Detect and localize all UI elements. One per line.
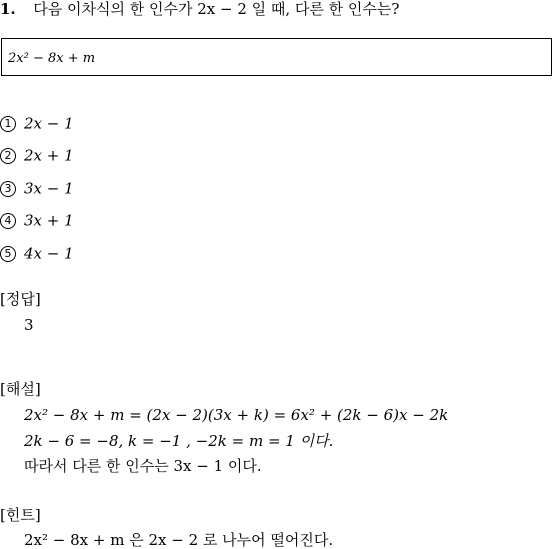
expression-box [1, 38, 552, 76]
explanation-line-2: 2k − 6 = −8, k = −1 , −2k = m = 1 이다. [24, 432, 334, 450]
choice-marker-5: 5 [0, 246, 16, 262]
choice-marker-4: 4 [0, 213, 16, 229]
choice-1[interactable] [0, 116, 74, 132]
hint-label: [힌트] [0, 506, 41, 524]
choice-text-4: 3x + 1 [24, 211, 74, 230]
answer-label: [정답] [0, 290, 41, 308]
hint-text: 2x² − 8x + m 은 2x − 2 로 나누어 떨어진다. [24, 531, 334, 549]
choice-text-1: 2x − 1 [24, 114, 74, 133]
question-header [0, 2, 399, 17]
question-text: 다음 이차식의 한 인수가 2x − 2 일 때, 다른 한 인수는? [33, 0, 400, 18]
explanation-line-3: 따라서 다른 한 인수는 3x − 1 이다. [24, 457, 262, 475]
choice-4[interactable] [0, 213, 74, 229]
explanation-line-1: 2x² − 8x + m = (2x − 2)(3x + k) = 6x² + (2k − 6)x − 2k [24, 406, 449, 424]
explanation-label: [해설] [0, 380, 41, 398]
question-number: 1. [0, 0, 16, 18]
choice-2[interactable] [0, 148, 74, 164]
choice-3[interactable] [0, 181, 74, 197]
expression-text: 2x² − 8x + m [8, 51, 96, 66]
choice-marker-1: 1 [0, 116, 16, 132]
choice-text-3: 3x − 1 [24, 179, 74, 198]
choice-5[interactable] [0, 246, 74, 262]
choice-marker-2: 2 [0, 148, 16, 164]
choice-marker-3: 3 [0, 181, 16, 197]
choice-text-2: 2x + 1 [24, 146, 74, 165]
choice-text-5: 4x − 1 [24, 244, 74, 263]
answer-value: 3 [24, 316, 34, 334]
